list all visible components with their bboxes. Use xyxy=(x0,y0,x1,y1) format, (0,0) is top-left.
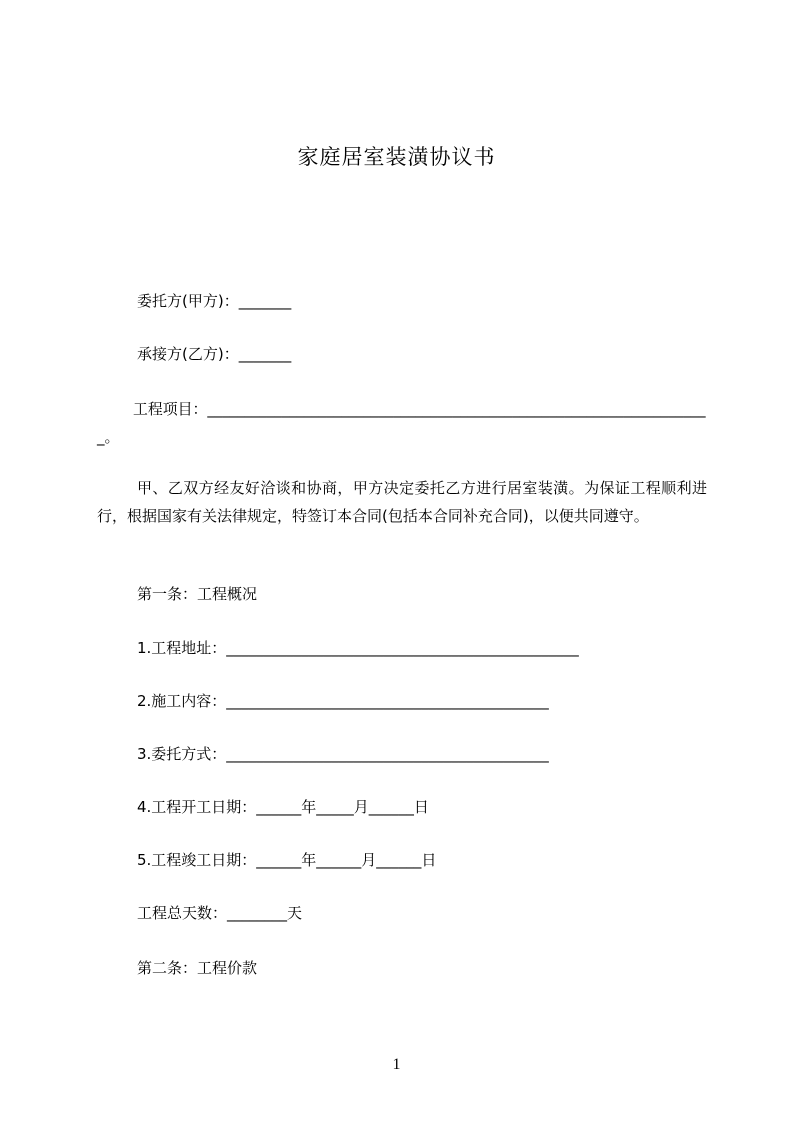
item-construction-content: 2.施工内容：___________________________________________ xyxy=(137,692,549,710)
item-project-address: 1.工程地址：_______________________________________________ xyxy=(137,639,579,657)
intro-paragraph: 甲、乙双方经友好洽谈和协商，甲方决定委托乙方进行居室装潢。为保证工程顺利进行，根据国家有关法律规定，特签订本合同(包括本合同补充合同)，以便共同遵守。 xyxy=(97,479,707,525)
project-line-continuation: _。 xyxy=(97,428,120,446)
item-completion-date: 5.工程竣工日期：______年______月______日 xyxy=(137,851,437,869)
article-1-heading: 第一条：工程概况 xyxy=(137,585,258,603)
article-2-heading: 第二条：工程价款 xyxy=(137,959,258,977)
item-start-date: 4.工程开工日期：______年_____月______日 xyxy=(137,798,429,816)
party-b-line: 承接方(乙方)：_______ xyxy=(137,345,292,363)
total-days-line: 工程总天数：________天 xyxy=(137,904,303,922)
page-number: 1 xyxy=(392,1056,401,1073)
item-commission-method: 3.委托方式：___________________________________________ xyxy=(137,745,549,763)
party-a-line: 委托方(甲方)：_______ xyxy=(137,292,292,310)
document-title: 家庭居室装潢协议书 xyxy=(297,145,496,169)
project-line: 工程项目：___________________________________________________________________ xyxy=(133,400,706,418)
